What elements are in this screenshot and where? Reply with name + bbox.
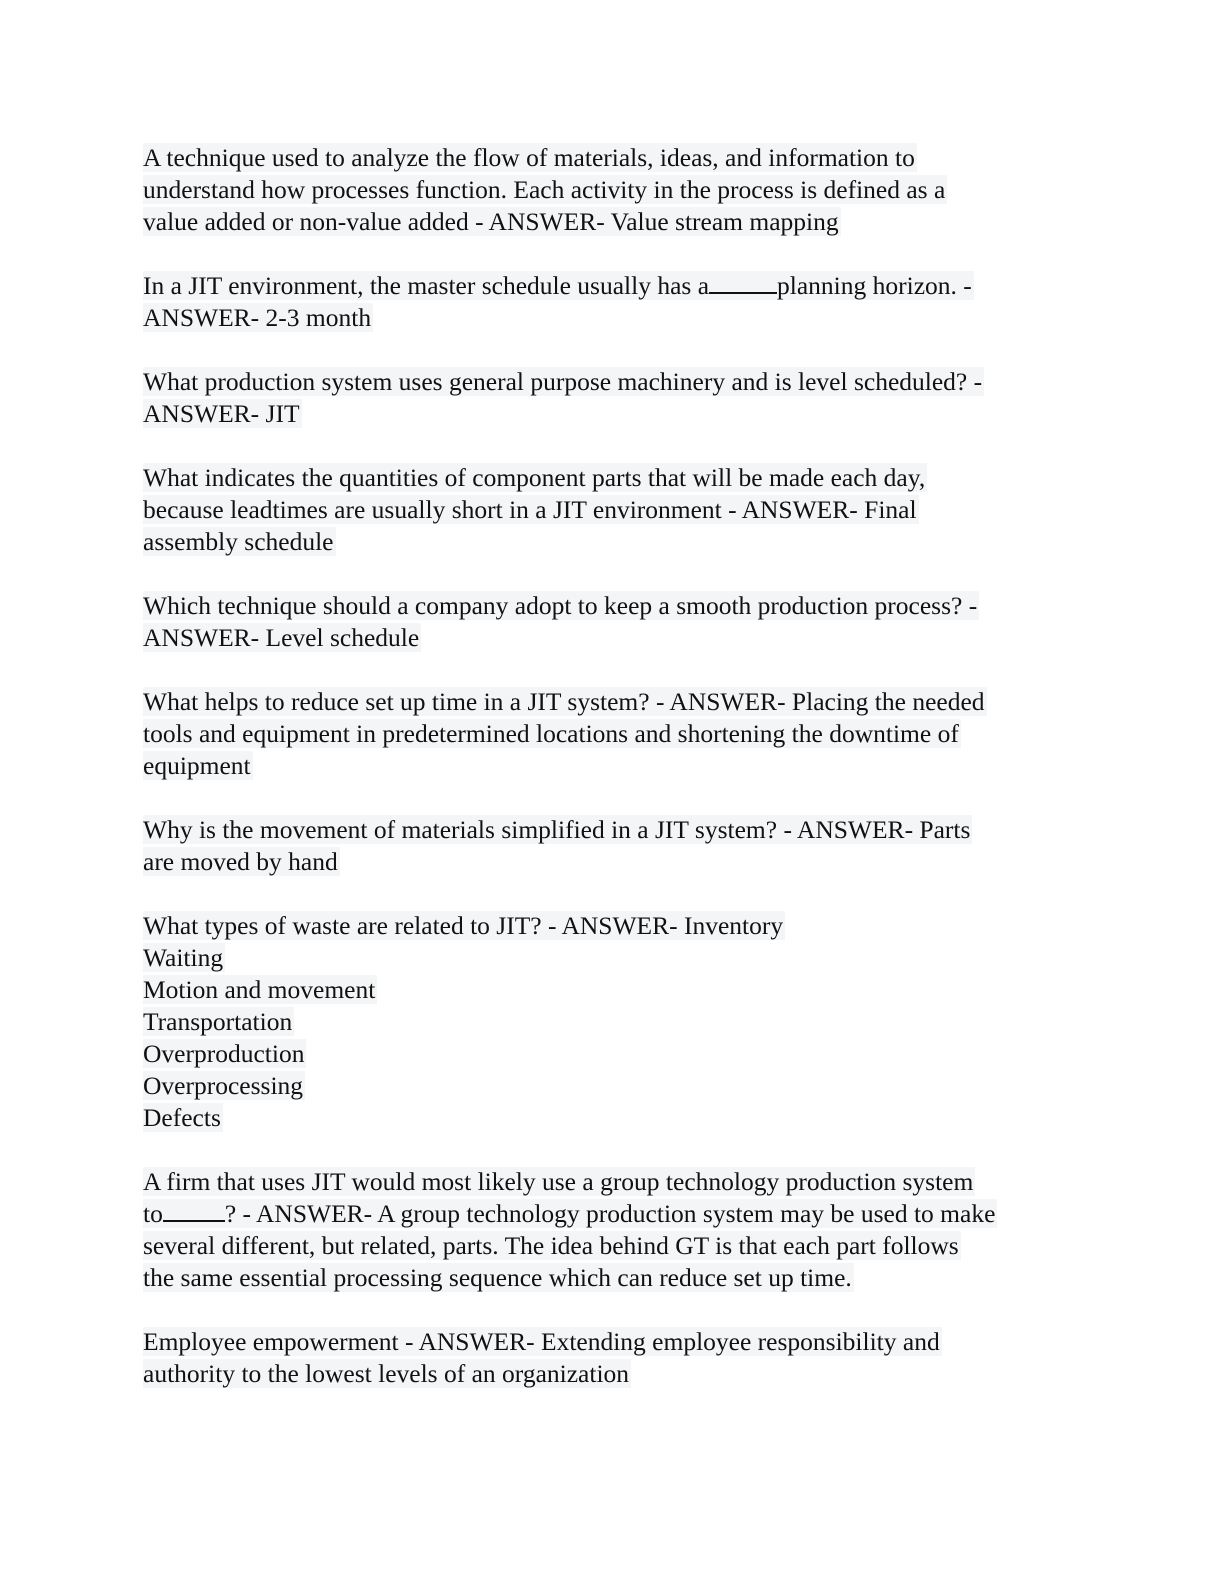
text-line: equipment bbox=[143, 751, 251, 780]
waste-list-item: Overproduction bbox=[143, 1039, 305, 1068]
waste-list-item: Transportation bbox=[143, 1007, 293, 1036]
qa-item-employee-empowerment bbox=[143, 1326, 1083, 1390]
text-line: What types of waste are related to JIT? - ANSWER- Inventory bbox=[143, 911, 784, 940]
text-line: A firm that uses JIT would most likely use a group technology production system bbox=[143, 1167, 974, 1196]
text-line: Why is the movement of materials simplified in a JIT system? - ANSWER- Parts bbox=[143, 815, 971, 844]
text-line: What production system uses general purpose machinery and is level scheduled? - bbox=[143, 367, 983, 396]
text-line: Employee empowerment - ANSWER- Extending employee responsibility and bbox=[143, 1327, 940, 1356]
text-line: several different, but related, parts. The idea behind GT is that each part follows bbox=[143, 1231, 959, 1260]
text-segment: to bbox=[143, 1199, 163, 1228]
text-line: ANSWER- JIT bbox=[143, 399, 300, 428]
qa-item-value-stream-mapping bbox=[143, 142, 1083, 238]
waste-list-item: Motion and movement bbox=[143, 975, 376, 1004]
fill-in-blank bbox=[709, 270, 777, 294]
text-line: value added or non-value added - ANSWER- Value stream mapping bbox=[143, 207, 839, 236]
text-line: are moved by hand bbox=[143, 847, 338, 876]
text-line: What helps to reduce set up time in a JIT system? - ANSWER- Placing the needed bbox=[143, 687, 985, 716]
fill-in-blank bbox=[163, 1198, 225, 1222]
text-segment: ? - ANSWER- A group technology production system may be used to make bbox=[224, 1199, 996, 1228]
text-line: the same essential processing sequence which can reduce set up time. bbox=[143, 1263, 852, 1292]
text-line: A technique used to analyze the flow of materials, ideas, and information to bbox=[143, 143, 915, 172]
qa-item-set-up-time bbox=[143, 686, 1083, 782]
qa-item-types-of-waste bbox=[143, 910, 1083, 1134]
text-line: because leadtimes are usually short in a JIT environment - ANSWER- Final bbox=[143, 495, 917, 524]
qa-item-movement-of-materials bbox=[143, 814, 1083, 878]
text-line: ANSWER- Level schedule bbox=[143, 623, 420, 652]
text-line: authority to the lowest levels of an organization bbox=[143, 1359, 630, 1388]
text-segment: planning horizon. - bbox=[777, 271, 972, 300]
waste-list-item: Overprocessing bbox=[143, 1071, 304, 1100]
waste-list-item: Waiting bbox=[143, 943, 224, 972]
text-line: understand how processes function. Each activity in the process is defined as a bbox=[143, 175, 946, 204]
qa-item-level-scheduled bbox=[143, 366, 1083, 430]
text-segment: In a JIT environment, the master schedule usually has a bbox=[143, 271, 710, 300]
text-line: Which technique should a company adopt to keep a smooth production process? - bbox=[143, 591, 978, 620]
document-page bbox=[143, 142, 1083, 1422]
text-line: assembly schedule bbox=[143, 527, 334, 556]
qa-item-final-assembly-schedule bbox=[143, 462, 1083, 558]
text-line: ANSWER- 2-3 month bbox=[143, 303, 372, 332]
qa-item-planning-horizon bbox=[143, 270, 1083, 334]
text-line: tools and equipment in predetermined locations and shortening the downtime of bbox=[143, 719, 959, 748]
qa-item-level-schedule bbox=[143, 590, 1083, 654]
qa-item-group-technology bbox=[143, 1166, 1083, 1294]
text-line: What indicates the quantities of component parts that will be made each day, bbox=[143, 463, 926, 492]
waste-list-item: Defects bbox=[143, 1103, 221, 1132]
